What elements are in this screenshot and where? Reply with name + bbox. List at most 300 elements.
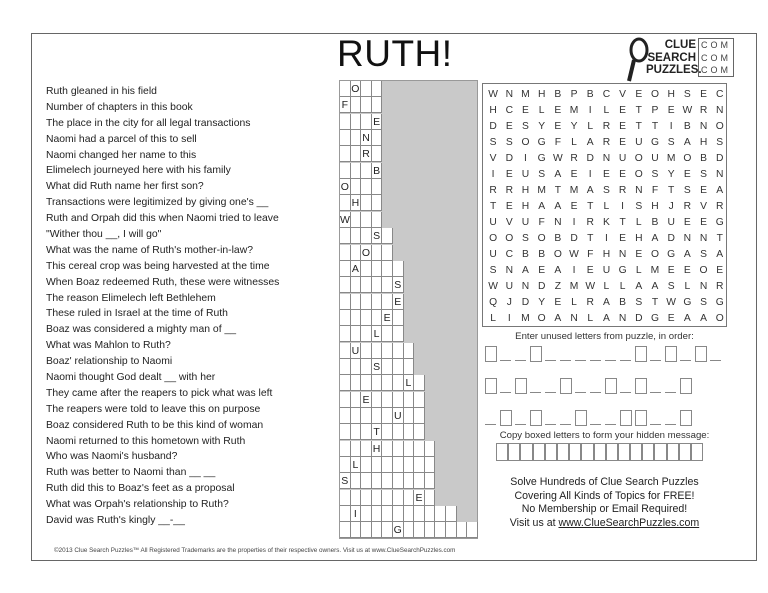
answer-cell[interactable]: I — [351, 506, 362, 522]
word-search-letter[interactable]: A — [554, 313, 562, 324]
word-search-letter[interactable]: A — [651, 233, 659, 244]
word-search-letter[interactable]: F — [587, 249, 594, 260]
answer-cell[interactable] — [404, 359, 415, 375]
word-search-letter[interactable]: S — [667, 281, 675, 292]
answer-cell[interactable] — [393, 441, 404, 457]
word-search-letter[interactable]: C — [602, 89, 611, 100]
word-search-letter[interactable]: S — [700, 169, 707, 180]
answer-cell[interactable]: A — [351, 261, 362, 277]
word-search-letter[interactable]: Z — [554, 281, 561, 292]
word-search-letter[interactable]: E — [716, 265, 724, 276]
answer-cell[interactable] — [393, 359, 404, 375]
answer-cell[interactable] — [404, 490, 415, 506]
answer-cell[interactable] — [340, 522, 351, 538]
word-search-letter[interactable]: B — [683, 121, 691, 132]
answer-cell[interactable] — [361, 490, 372, 506]
answer-cell[interactable] — [404, 408, 415, 424]
answer-cell[interactable] — [351, 179, 362, 195]
word-search-letter[interactable]: B — [554, 233, 562, 244]
answer-cell[interactable] — [404, 424, 415, 440]
word-search-letter[interactable]: D — [505, 153, 513, 164]
word-search-letter[interactable]: L — [587, 121, 594, 132]
answer-cell[interactable] — [372, 179, 383, 195]
word-search-letter[interactable]: E — [570, 201, 578, 212]
word-search-letter[interactable]: J — [506, 297, 512, 308]
answer-cell[interactable] — [340, 277, 351, 293]
answer-cell[interactable]: T — [372, 424, 383, 440]
word-search-letter[interactable]: L — [635, 217, 642, 228]
word-search-letter[interactable]: E — [586, 265, 594, 276]
word-search-letter[interactable]: L — [603, 105, 610, 116]
word-search-letter[interactable]: W — [488, 89, 498, 100]
answer-cell[interactable]: F — [340, 97, 351, 113]
answer-cell[interactable] — [372, 277, 383, 293]
answer-cell[interactable]: S — [372, 359, 383, 375]
answer-cell[interactable] — [446, 506, 457, 522]
answer-cell[interactable] — [393, 490, 404, 506]
word-search-letter[interactable]: N — [505, 265, 513, 276]
answer-cell[interactable] — [414, 424, 425, 440]
letter-slot[interactable] — [500, 392, 511, 393]
answer-cell[interactable] — [340, 441, 351, 457]
boxed-letter-slot[interactable] — [575, 410, 587, 426]
word-search-letter[interactable]: R — [505, 185, 513, 196]
word-search-letter[interactable]: U — [635, 137, 643, 148]
word-search-letter[interactable]: T — [635, 121, 642, 132]
answer-cell[interactable] — [361, 375, 372, 391]
answer-cell[interactable] — [425, 457, 436, 473]
word-search-letter[interactable]: A — [586, 137, 594, 148]
word-search-letter[interactable]: S — [683, 185, 691, 196]
word-search-letter[interactable]: S — [489, 265, 497, 276]
answer-cell[interactable] — [361, 424, 372, 440]
answer-cell[interactable] — [393, 375, 404, 391]
word-search-letter[interactable]: M — [521, 89, 530, 100]
word-search-letter[interactable]: A — [651, 281, 659, 292]
letter-slot[interactable] — [485, 424, 496, 425]
answer-cell[interactable] — [361, 506, 372, 522]
answer-cell[interactable] — [340, 245, 351, 261]
answer-cell[interactable] — [372, 261, 383, 277]
answer-cell[interactable] — [372, 473, 383, 489]
answer-cell[interactable] — [351, 114, 362, 130]
answer-cell[interactable] — [361, 408, 372, 424]
word-search-letter[interactable]: V — [489, 153, 497, 164]
answer-cell[interactable] — [382, 375, 393, 391]
hidden-message-box[interactable] — [654, 443, 666, 461]
answer-cell[interactable] — [372, 490, 383, 506]
word-search-letter[interactable]: C — [716, 89, 724, 100]
letter-slot[interactable] — [620, 392, 631, 393]
answer-cell[interactable] — [404, 457, 415, 473]
word-search-letter[interactable]: A — [683, 313, 691, 324]
letter-slot[interactable] — [590, 360, 601, 361]
answer-cell[interactable] — [382, 343, 393, 359]
word-search-letter[interactable]: T — [619, 217, 626, 228]
answer-cell[interactable] — [372, 343, 383, 359]
word-search-letter[interactable]: E — [522, 105, 529, 116]
letter-slot[interactable] — [530, 392, 541, 393]
word-search-letter[interactable]: R — [716, 281, 724, 292]
answer-cell[interactable] — [382, 522, 393, 538]
answer-cell[interactable] — [425, 490, 436, 506]
word-search-letter[interactable]: H — [667, 89, 675, 100]
answer-cell[interactable] — [414, 408, 425, 424]
word-search-letter[interactable]: S — [635, 201, 643, 212]
word-search-letter[interactable]: A — [554, 201, 562, 212]
word-search-letter[interactable]: D — [635, 313, 643, 324]
letter-slot[interactable] — [680, 360, 691, 361]
answer-cell[interactable] — [372, 97, 383, 113]
word-search-letter[interactable]: N — [635, 185, 643, 196]
word-search-letter[interactable]: O — [489, 233, 498, 244]
answer-cell[interactable]: O — [361, 246, 371, 259]
word-search-letter[interactable]: F — [651, 185, 659, 196]
word-search-letter[interactable]: T — [489, 201, 497, 212]
word-search-letter[interactable]: R — [586, 217, 594, 228]
letter-slot[interactable] — [560, 424, 571, 425]
answer-cell[interactable] — [372, 130, 383, 146]
word-search-letter[interactable]: O — [521, 137, 530, 148]
clue-search-puzzles-logo[interactable] — [626, 37, 756, 83]
answer-cell[interactable] — [414, 457, 425, 473]
word-search-letter[interactable]: S — [538, 169, 546, 180]
hidden-message-box[interactable] — [630, 443, 642, 461]
answer-cell[interactable] — [393, 392, 404, 408]
answer-cell[interactable] — [382, 261, 393, 277]
boxed-letter-slot[interactable] — [635, 410, 647, 426]
hidden-message-box[interactable] — [545, 443, 557, 461]
unused-letters-row[interactable] — [485, 408, 695, 426]
answer-cell[interactable]: E — [361, 392, 372, 408]
answer-cell[interactable]: R — [362, 148, 370, 161]
word-search-letter[interactable]: U — [489, 249, 497, 260]
unused-letters-row[interactable] — [485, 344, 725, 362]
answer-cell[interactable] — [414, 441, 425, 457]
answer-cell[interactable] — [361, 114, 372, 130]
boxed-letter-slot[interactable] — [560, 378, 572, 394]
word-search-letter[interactable]: R — [602, 137, 611, 148]
word-search-letter[interactable]: R — [618, 185, 627, 196]
word-search-letter[interactable]: N — [618, 313, 627, 324]
answer-cell[interactable] — [351, 359, 362, 375]
word-search-letter[interactable]: E — [635, 89, 643, 100]
answer-cell[interactable]: O — [340, 181, 349, 194]
word-search-letter[interactable]: R — [683, 201, 692, 212]
word-search-letter[interactable]: G — [683, 297, 692, 308]
word-search-letter[interactable]: G — [715, 297, 724, 308]
boxed-letter-slot[interactable] — [695, 346, 707, 362]
letter-slot[interactable] — [545, 392, 556, 393]
word-search-letter[interactable]: N — [699, 233, 708, 244]
answer-cell[interactable] — [372, 392, 383, 408]
word-search-letter[interactable]: O — [537, 313, 546, 324]
answer-cell[interactable] — [351, 441, 362, 457]
answer-cell[interactable] — [361, 310, 372, 326]
answer-cell[interactable] — [382, 490, 393, 506]
word-search-letter[interactable]: E — [667, 265, 675, 276]
word-search-letter[interactable]: N — [554, 217, 562, 228]
word-search-letter[interactable]: A — [554, 265, 562, 276]
word-search-letter[interactable]: A — [635, 281, 643, 292]
word-search-letter[interactable]: A — [586, 185, 594, 196]
hidden-message-box[interactable] — [496, 443, 508, 461]
answer-cell[interactable] — [382, 294, 393, 310]
answer-cell[interactable] — [435, 522, 446, 538]
answer-cell[interactable] — [425, 473, 436, 489]
answer-cell[interactable] — [340, 490, 351, 506]
letter-slot[interactable] — [560, 360, 571, 361]
word-search-letter[interactable]: E — [554, 297, 562, 308]
answer-cell[interactable] — [414, 506, 425, 522]
answer-cell[interactable] — [340, 114, 351, 130]
letter-slot[interactable] — [590, 424, 601, 425]
word-search-letter[interactable]: N — [521, 281, 530, 292]
answer-cell[interactable] — [351, 130, 362, 146]
word-search-letter[interactable]: L — [571, 137, 577, 148]
answer-cell[interactable] — [351, 473, 362, 489]
word-search-letter[interactable]: M — [666, 153, 676, 164]
word-search-letter[interactable]: U — [602, 265, 611, 276]
word-search-letter[interactable]: S — [635, 297, 643, 308]
answer-cell[interactable] — [340, 130, 351, 146]
word-search-letter[interactable]: A — [683, 249, 691, 260]
answer-cell[interactable] — [351, 392, 362, 408]
word-search-letter[interactable]: N — [618, 249, 627, 260]
word-search-letter[interactable]: N — [683, 233, 692, 244]
answer-cell[interactable] — [340, 294, 351, 310]
answer-cell[interactable] — [382, 359, 393, 375]
hidden-message-box[interactable] — [520, 443, 532, 461]
answer-cell[interactable]: E — [393, 294, 404, 310]
word-search-letter[interactable]: O — [715, 313, 724, 324]
answer-cell[interactable]: H — [351, 197, 360, 210]
answer-cell[interactable] — [340, 375, 351, 391]
word-search-letter[interactable]: S — [683, 89, 691, 100]
hidden-message-box[interactable] — [557, 443, 569, 461]
word-search-letter[interactable]: U — [489, 217, 497, 228]
answer-cell[interactable]: E — [382, 310, 393, 326]
word-search-letter[interactable]: E — [554, 105, 562, 116]
answer-cell[interactable] — [340, 195, 351, 211]
word-search-letter[interactable]: O — [553, 249, 562, 260]
hidden-message-boxes[interactable] — [496, 443, 703, 461]
word-search-letter[interactable]: M — [521, 313, 530, 324]
answer-cell[interactable] — [361, 294, 372, 310]
letter-slot[interactable] — [515, 424, 526, 425]
answer-cell[interactable] — [414, 375, 425, 391]
answer-cell[interactable] — [372, 522, 383, 538]
word-search-letter[interactable]: B — [538, 249, 546, 260]
word-search-letter[interactable]: S — [716, 137, 724, 148]
boxed-letter-slot[interactable] — [680, 378, 692, 394]
word-search-letter[interactable]: L — [587, 313, 594, 324]
answer-cell[interactable]: L — [404, 375, 415, 391]
word-search-letter[interactable]: W — [682, 105, 693, 116]
answer-cell[interactable] — [404, 473, 415, 489]
word-search-letter[interactable]: N — [602, 153, 611, 164]
word-search-letter[interactable]: D — [667, 233, 675, 244]
answer-cell[interactable] — [393, 473, 404, 489]
word-search-letter[interactable]: T — [651, 297, 659, 308]
word-search-letter[interactable]: O — [683, 153, 692, 164]
answer-cell[interactable] — [351, 146, 362, 162]
word-search-letter[interactable]: L — [603, 201, 610, 212]
answer-cell[interactable] — [372, 294, 383, 310]
word-search-letter[interactable]: E — [619, 169, 627, 180]
word-search-letter[interactable]: R — [602, 121, 611, 132]
boxed-letter-slot[interactable] — [620, 410, 632, 426]
word-search-letter[interactable]: A — [716, 185, 724, 196]
answer-cell[interactable] — [340, 326, 351, 342]
letter-slot[interactable] — [515, 360, 526, 361]
hidden-message-box[interactable] — [618, 443, 630, 461]
answer-cell[interactable] — [425, 522, 436, 538]
answer-cell[interactable]: S — [393, 277, 404, 293]
answer-cell[interactable]: N — [362, 132, 370, 145]
word-search-letter[interactable]: T — [651, 121, 659, 132]
answer-cell[interactable] — [382, 245, 393, 261]
boxed-letter-slot[interactable] — [530, 346, 542, 362]
word-search-letter[interactable]: V — [619, 89, 627, 100]
answer-cell[interactable] — [382, 424, 393, 440]
hidden-message-box[interactable] — [642, 443, 654, 461]
answer-cell[interactable] — [340, 343, 351, 359]
letter-slot[interactable] — [665, 424, 676, 425]
word-search-letter[interactable]: O — [634, 153, 643, 164]
letter-slot[interactable] — [575, 360, 586, 361]
word-search-letter[interactable]: T — [587, 201, 594, 212]
answer-cell[interactable] — [340, 408, 351, 424]
word-search-letter[interactable]: H — [489, 105, 497, 116]
word-search-letter[interactable]: I — [588, 169, 592, 180]
answer-cell[interactable] — [382, 228, 393, 244]
word-search-letter[interactable]: E — [619, 233, 627, 244]
boxed-letter-slot[interactable] — [485, 378, 497, 394]
word-search-letter[interactable]: N — [505, 89, 513, 100]
answer-cell[interactable] — [372, 146, 383, 162]
word-search-letter[interactable]: I — [572, 217, 576, 228]
answer-cell[interactable] — [351, 310, 362, 326]
boxed-letter-slot[interactable] — [530, 410, 542, 426]
answer-cell[interactable] — [372, 195, 383, 211]
word-search-letter[interactable]: E — [619, 121, 627, 132]
answer-cell[interactable] — [361, 522, 372, 538]
word-search-letter[interactable]: E — [667, 105, 675, 116]
word-search-letter[interactable]: R — [489, 185, 497, 196]
answer-cell[interactable] — [340, 228, 351, 244]
word-search-letter[interactable]: H — [521, 201, 530, 212]
answer-cell[interactable] — [361, 261, 372, 277]
word-search-letter[interactable]: T — [635, 105, 642, 116]
answer-cell[interactable]: U — [393, 410, 402, 422]
word-search-letter[interactable]: R — [570, 153, 578, 164]
word-search-letter[interactable]: B — [651, 217, 659, 228]
letter-slot[interactable] — [500, 360, 511, 361]
word-search-letter[interactable]: S — [505, 137, 513, 148]
boxed-letter-slot[interactable] — [485, 346, 497, 362]
answer-cell[interactable] — [361, 473, 372, 489]
answer-cell[interactable] — [393, 506, 404, 522]
answer-cell[interactable]: B — [372, 163, 383, 179]
answer-cell[interactable] — [372, 310, 383, 326]
answer-cell[interactable] — [372, 375, 383, 391]
answer-cell[interactable] — [425, 441, 436, 457]
word-search-letter[interactable]: M — [569, 185, 579, 196]
word-search-letter[interactable]: A — [554, 169, 562, 180]
answer-cell[interactable] — [361, 179, 372, 195]
word-search-letter[interactable]: I — [507, 313, 511, 324]
word-search-letter[interactable]: L — [635, 265, 642, 276]
word-search-letter[interactable]: G — [650, 313, 659, 324]
word-search-letter[interactable]: F — [538, 217, 545, 228]
word-search-letter[interactable]: D — [570, 233, 578, 244]
word-search-letter[interactable]: C — [505, 249, 513, 260]
word-search-letter[interactable]: E — [619, 105, 627, 116]
word-search-letter[interactable]: Q — [489, 297, 498, 308]
word-search-letter[interactable]: I — [524, 153, 527, 164]
word-search-letter[interactable]: D — [716, 153, 724, 164]
word-search-letter[interactable]: Y — [538, 297, 546, 308]
word-search-letter[interactable]: M — [537, 185, 546, 196]
word-search-letter[interactable]: S — [667, 137, 675, 148]
word-search-letter[interactable]: P — [651, 105, 659, 116]
answer-cell[interactable] — [404, 392, 415, 408]
word-search-letter[interactable]: U — [618, 153, 627, 164]
word-search-letter[interactable]: E — [554, 121, 562, 132]
word-search-letter[interactable]: I — [588, 105, 592, 116]
word-search-letter[interactable]: S — [522, 121, 529, 132]
answer-cell[interactable] — [361, 97, 372, 113]
word-search-letter[interactable]: G — [715, 217, 724, 228]
word-search-letter[interactable]: T — [668, 185, 675, 196]
answer-cell[interactable] — [382, 392, 393, 408]
answer-cell[interactable] — [340, 359, 351, 375]
word-search-letter[interactable]: A — [522, 265, 529, 276]
word-search-letter[interactable]: D — [489, 121, 497, 132]
answer-cell[interactable] — [372, 81, 383, 97]
answer-cell[interactable] — [351, 375, 362, 391]
word-search-letter[interactable]: L — [603, 281, 610, 292]
hidden-message-box[interactable] — [569, 443, 581, 461]
answer-cell[interactable] — [414, 522, 425, 538]
answer-cell[interactable] — [340, 81, 351, 97]
answer-cell[interactable] — [340, 310, 351, 326]
word-search-letter[interactable]: V — [700, 201, 707, 212]
letter-slot[interactable] — [710, 360, 721, 361]
answer-cell[interactable] — [425, 506, 436, 522]
word-search-letter[interactable]: N — [699, 281, 708, 292]
word-search-letter[interactable]: V — [505, 217, 513, 228]
word-search-letter[interactable]: S — [602, 185, 610, 196]
answer-cell[interactable] — [351, 212, 362, 228]
answer-cell[interactable] — [393, 310, 404, 326]
hidden-message-box[interactable] — [508, 443, 520, 461]
word-search-letter[interactable]: E — [667, 313, 675, 324]
hidden-message-box[interactable] — [606, 443, 618, 461]
word-search-letter[interactable]: W — [585, 281, 596, 292]
letter-slot[interactable] — [545, 424, 556, 425]
word-search-letter[interactable]: B — [619, 297, 627, 308]
answer-cell[interactable] — [351, 97, 362, 113]
answer-cell[interactable] — [446, 522, 457, 538]
word-search-letter[interactable]: T — [554, 185, 561, 196]
word-search-letter[interactable]: J — [668, 201, 674, 212]
word-search-letter[interactable]: E — [570, 169, 578, 180]
word-search-letter[interactable]: S — [700, 297, 707, 308]
answer-cell[interactable] — [382, 457, 393, 473]
letter-slot[interactable] — [605, 360, 616, 361]
